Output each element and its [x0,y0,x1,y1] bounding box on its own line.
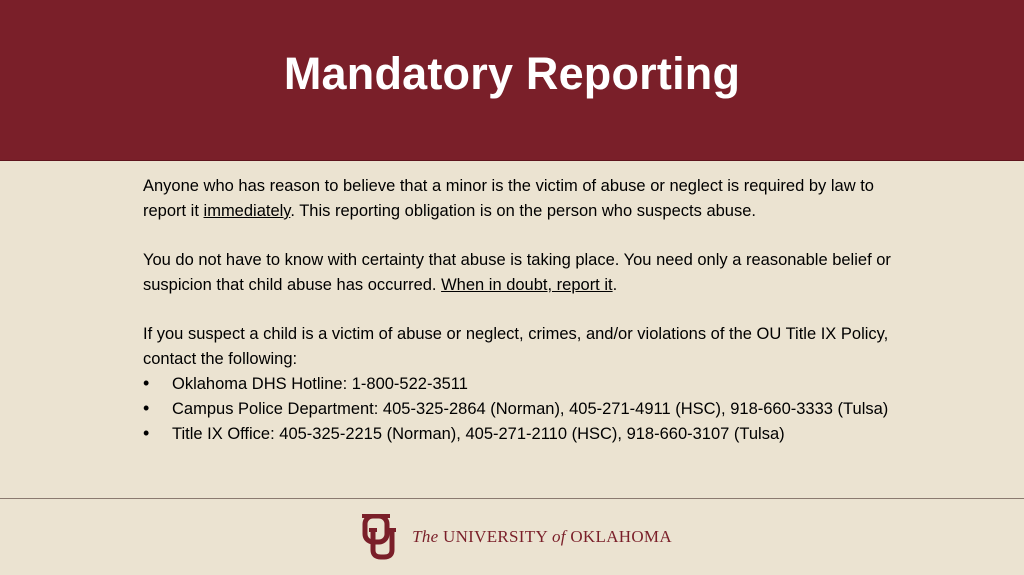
page-title: Mandatory Reporting [283,48,741,99]
paragraph-text: You do not have to know with certainty that abuse is taking place. You need only a reasonable belief or suspicion that child abuse has occurred. [143,251,891,294]
emphasis-when-in-doubt: When in doubt, report it [441,276,613,294]
contact-item-title-ix [143,422,913,447]
paragraph-reporting-requirement [143,174,913,224]
paragraph-reasonable-belief [143,248,913,298]
wordmark-the: The [412,527,439,546]
paragraph-text: . [612,276,618,294]
contact-item-dhs [143,372,913,397]
paragraph-contact-intro: If you suspect a child is a victim of abuse or neglect, crimes, and/or violations of the OU Title IX Policy, contact the following: [143,325,889,368]
contact-list [143,372,913,447]
wordmark-university: UNIVERSITY [443,527,548,546]
contact-item-campus-police [143,397,913,422]
university-logo [362,514,672,560]
paragraph-text: . This reporting obligation is on the person who suspects abuse. [290,202,756,220]
bullet-icon: • [143,373,150,393]
emphasis-immediately: immediately [203,202,291,220]
contact-text: Title IX Office: 405-325-2215 (Norman), 405-271-2110 (HSC), 918-660-3107 (Tulsa) [172,425,785,443]
title-banner [0,0,1024,161]
bullet-icon: • [143,398,150,418]
slide-body [143,174,913,447]
paragraph-text: Anyone who has reason to believe that a minor is the victim of abuse or neglect is required by law to report it [143,177,874,220]
wordmark-of: of [551,527,566,546]
bullet-icon: • [143,423,150,443]
footer [0,499,1024,575]
university-wordmark [412,527,672,547]
contact-text: Oklahoma DHS Hotline: 1-800-522-3511 [172,375,468,393]
wordmark-oklahoma: OKLAHOMA [570,527,672,546]
ou-logo-icon [362,514,398,560]
contact-text: Campus Police Department: 405-325-2864 (Norman), 405-271-4911 (HSC), 918-660-3333 (Tulsa) [172,400,889,418]
